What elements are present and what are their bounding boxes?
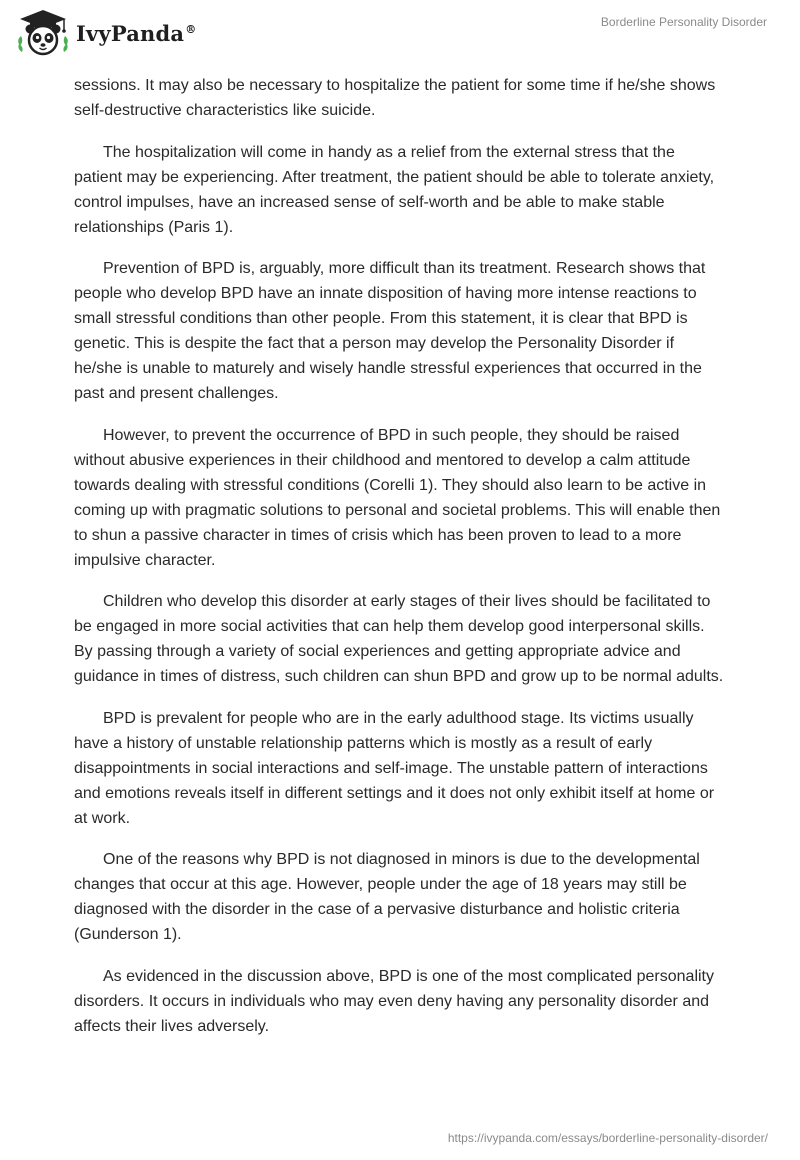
- paragraph-5: Children who develop this disorder at early stages of their lives should be facilitated to be engaged in more social activities that can help them develop good interpersonal skills. By passing through a variety of social experiences and getting appropriate advice and guidance in times of distress, such children can shun BPD and grow up to be normal adults.: [74, 593, 724, 685]
- essay-body: [74, 73, 726, 1055]
- brand-name: IvyPanda®: [76, 20, 197, 46]
- page-header: [0, 0, 800, 70]
- source-url-link[interactable]: https://ivypanda.com/essays/borderline-personality-disorder/: [447, 1131, 768, 1145]
- paragraph-4: However, to prevent the occurrence of BPD in such people, they should be raised without abusive experiences in their childhood and mentored to develop a calm attitude towards dealing with stressful conditions (Corelli 1). They should also learn to be active in coming up with pragmatic solutions to personal and societal problems. This will enable then to shun a passive character in times of crisis which has been proven to lead to a more impulsive character.: [74, 426, 721, 569]
- paragraph-3: Prevention of BPD is, arguably, more difficult than its treatment. Research shows that people who develop BPD have an innate disposition of having more intense reactions to small stressful conditions than other people. From this statement, it is clear that BPD is genetic. This is despite the fact that a person may develop the Personality Disorder if he/she is unable to maturely and wisely handle stressful experiences that occurred in the past and present challenges.: [74, 260, 706, 402]
- paragraph-7: One of the reasons why BPD is not diagnosed in minors is due to the developmental changes that occur at this age. However, people under the age of 18 years may still be diagnosed with the disorder in the case of a pervasive disturbance and holistic criteria (Gunderson 1).: [74, 851, 700, 943]
- paragraph-1: sessions. It may also be necessary to hospitalize the patient for some time if he/she shows self-destructive characteristics like suicide.: [74, 77, 716, 119]
- paragraph-8: As evidenced in the discussion above, BPD is one of the most complicated personality disorders. It occurs in individuals who may even deny having any personality disorder and affects their lives adversely.: [74, 967, 714, 1035]
- panda-graduate-icon: [14, 8, 72, 58]
- paragraph-6: BPD is prevalent for people who are in the early adulthood stage. Its victims usually have a history of unstable relationship patterns which is mostly as a result of early disappointments in social interactions and self-image. The unstable pattern of interactions and emotions reveals itself in different settings and it does not only exhibit itself at home or at work.: [74, 709, 715, 827]
- ivypanda-logo[interactable]: [14, 8, 196, 58]
- paragraph-2: The hospitalization will come in handy as a relief from the external stress that the patient may be experiencing. After treatment, the patient should be able to tolerate anxiety, control impulses, have an increased sense of self-worth and be able to make stable relationships (Paris 1).: [74, 143, 715, 236]
- document-title: Borderline Personality Disorder: [600, 15, 767, 29]
- registered-mark: ®: [185, 22, 197, 36]
